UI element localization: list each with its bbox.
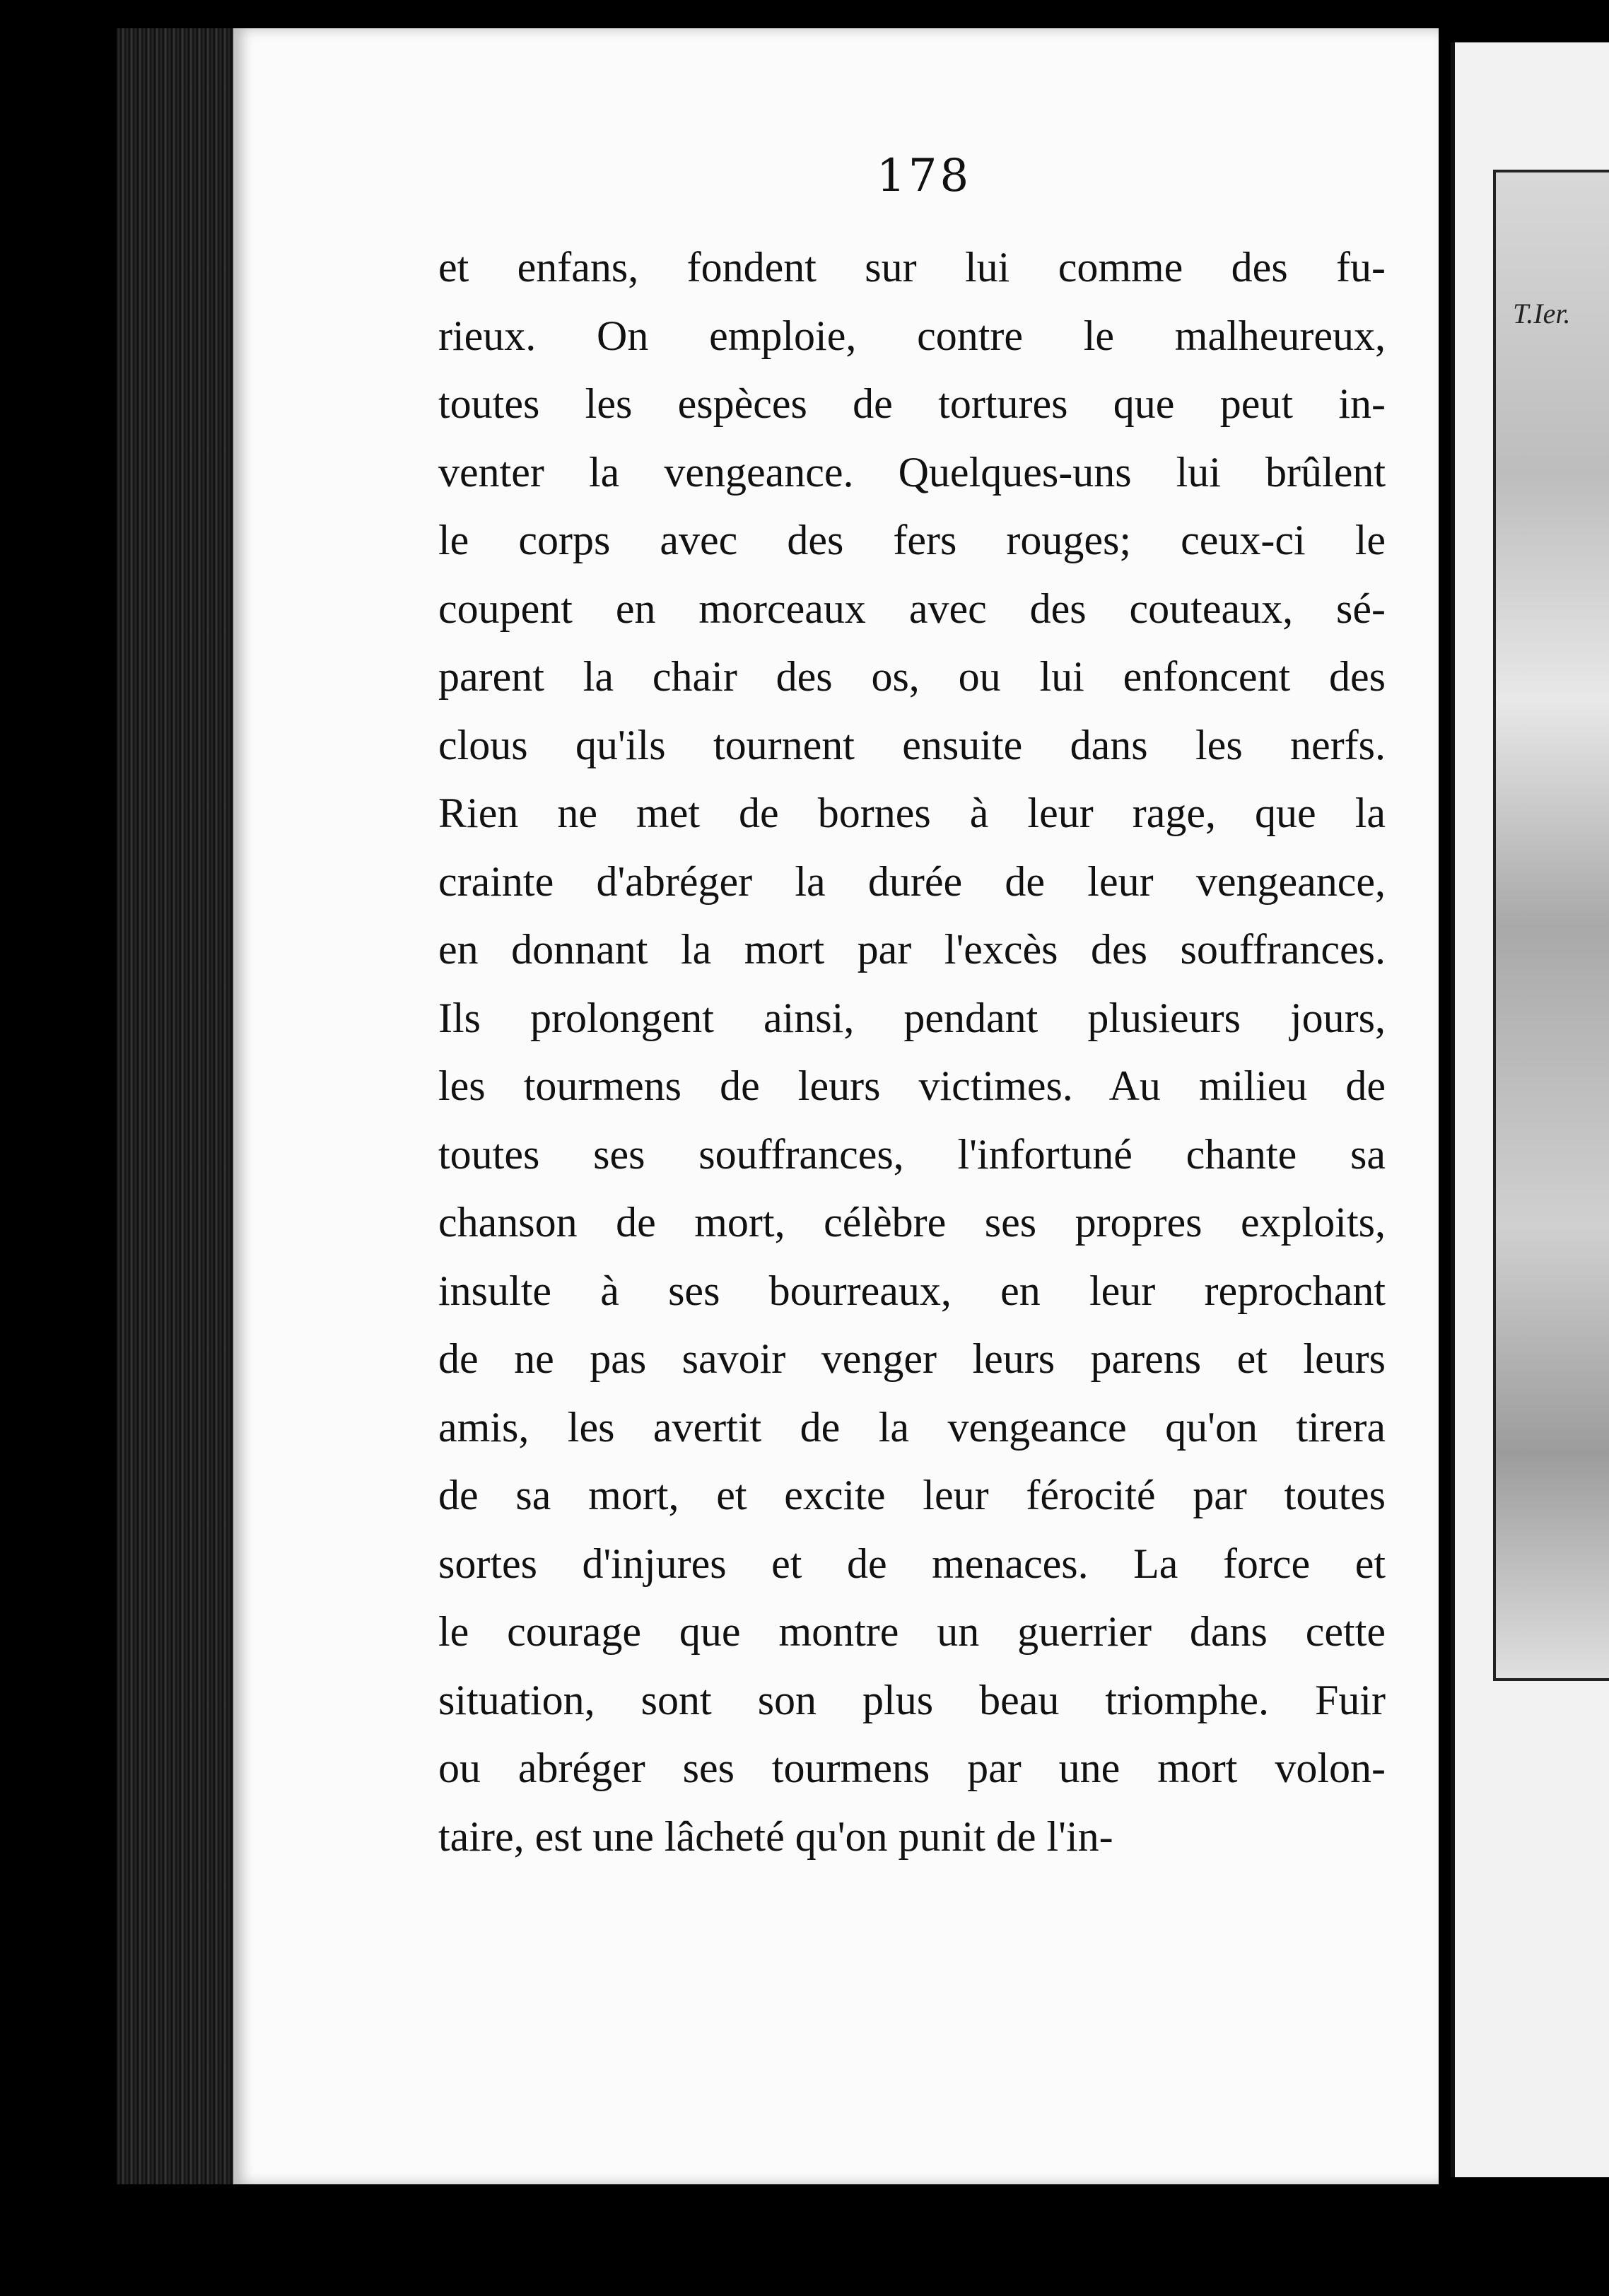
text-line: les tourmens de leurs victimes. Au milieu de: [438, 1062, 1386, 1109]
text-line: le courage que montre un guerrier dans cette: [438, 1608, 1386, 1655]
text-line: en donnant la mort par l'excès des souffrances.: [438, 926, 1386, 973]
text-line: rieux. On emploie, contre le malheureux,: [438, 312, 1386, 359]
text-line: Ils prolongent ainsi, pendant plusieurs jours,: [438, 994, 1386, 1041]
text-line: clous qu'ils tournent ensuite dans les nerfs.: [438, 721, 1386, 768]
text-line: taire, est une lâcheté qu'on punit de l'in-: [438, 1812, 1113, 1860]
engraving-plate: [1493, 170, 1609, 1681]
page-edges: [117, 28, 244, 2184]
text-line: de ne pas savoir venger leurs parens et leurs: [438, 1335, 1386, 1382]
text-line: insulte à ses bourreaux, en leur reprochant: [438, 1267, 1386, 1314]
text-line: Rien ne met de bornes à leur rage, que la: [438, 790, 1386, 836]
text-line: crainte d'abréger la durée de leur vengeance,: [438, 857, 1386, 905]
text-line: chanson de mort, célèbre ses propres exploits,: [438, 1199, 1386, 1246]
plate-caption: T.Ier.: [1513, 298, 1571, 329]
text-line: et enfans, fondent sur lui comme des fu-: [438, 244, 1386, 291]
body-text: [438, 233, 1386, 1870]
page-number: 178: [877, 150, 972, 202]
text-line: coupent en morceaux avec des couteaux, sé-: [438, 585, 1386, 632]
text-line: sortes d'injures et de menaces. La force et: [438, 1540, 1386, 1587]
text-line: venter la vengeance. Quelques-uns lui brûlent: [438, 448, 1386, 496]
text-line: le corps avec des fers rouges; ceux-ci le: [438, 517, 1386, 563]
text-line: de sa mort, et excite leur férocité par toutes: [438, 1472, 1386, 1518]
text-line: amis, les avertit de la vengeance qu'on tirera: [438, 1403, 1386, 1451]
text-line: toutes ses souffrances, l'infortuné chante sa: [438, 1130, 1386, 1178]
text-line: toutes les espèces de tortures que peut in-: [438, 380, 1386, 427]
text-line: parent la chair des os, ou lui enfoncent des: [438, 653, 1386, 700]
text-line: ou abréger ses tourmens par une mort volon-: [438, 1745, 1386, 1791]
text-line: situation, sont son plus beau triomphe. Fuir: [438, 1676, 1386, 1723]
